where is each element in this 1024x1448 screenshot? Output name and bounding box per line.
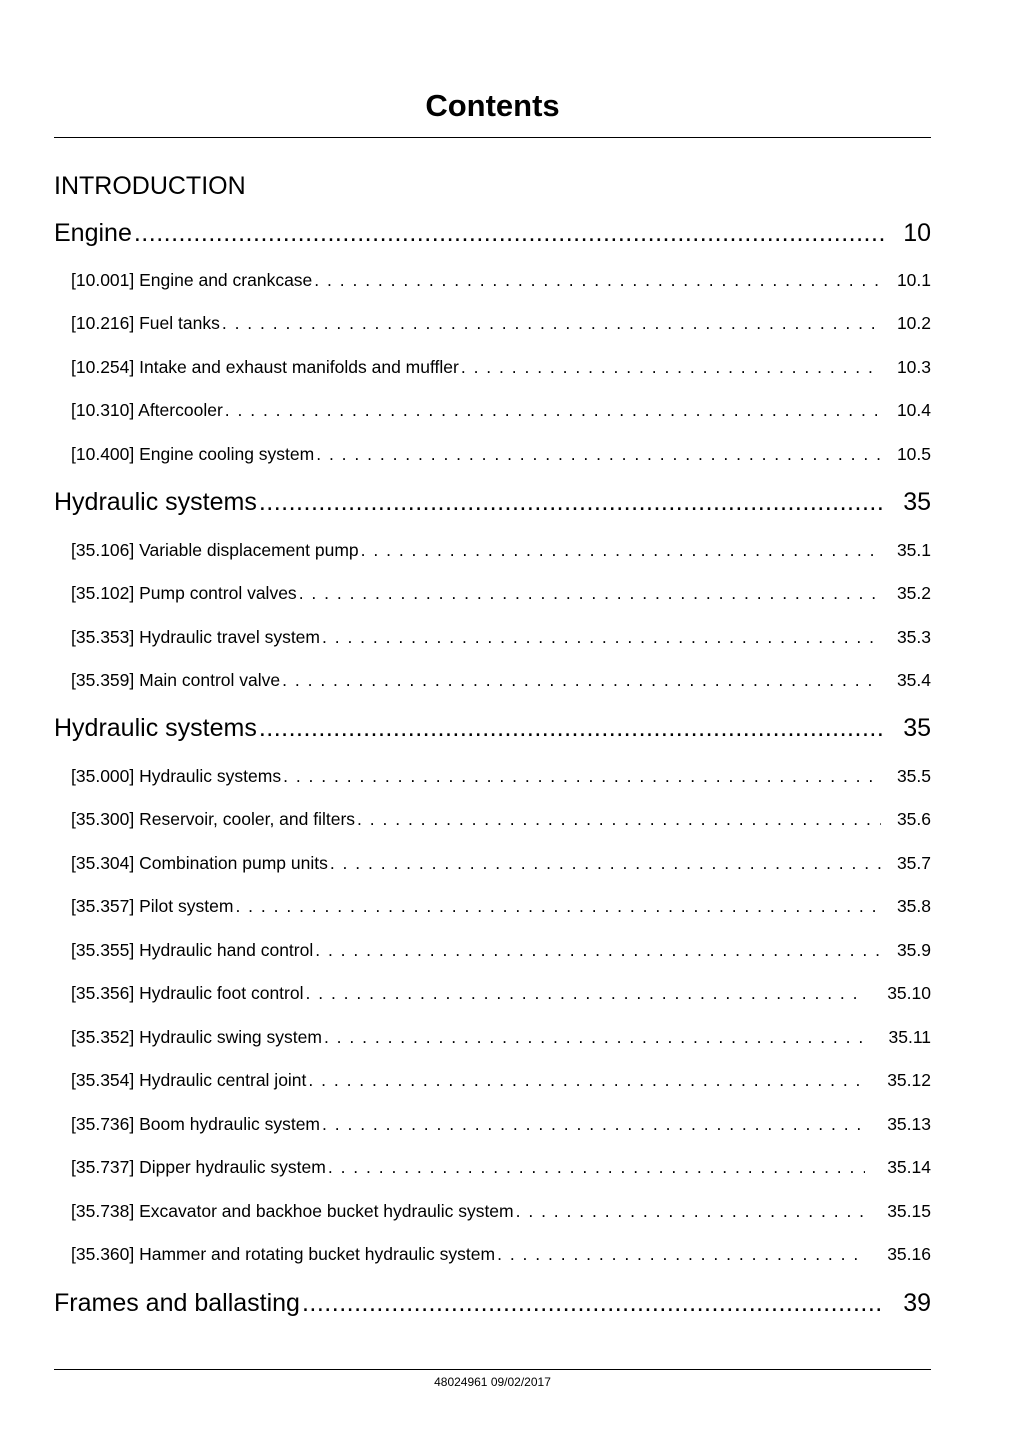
- dot-leader: [328, 1155, 865, 1179]
- top-rule: [54, 137, 931, 138]
- toc-entry[interactable]: [71, 981, 931, 1005]
- dot-leader: [357, 807, 881, 831]
- toc-entry-label: [10.310] Aftercooler: [71, 400, 223, 420]
- toc-entry-label: [35.355] Hydraulic hand control: [71, 940, 314, 960]
- toc-entry-page: 10.3: [896, 357, 931, 377]
- toc-entry-label: [35.102] Pump control valves: [71, 583, 297, 603]
- toc-entry-page: 35.10: [887, 983, 931, 1003]
- toc-section-page: 10: [903, 219, 931, 247]
- dot-leader: [282, 668, 881, 692]
- toc-entry-label: [35.359] Main control valve: [71, 670, 281, 690]
- toc-entry-page: 35.6: [896, 809, 931, 829]
- toc-section-frames-and-ballasting[interactable]: [54, 1286, 931, 1320]
- dot-leader: [314, 268, 881, 292]
- toc-entry-label: [35.357] Pilot system: [71, 896, 234, 916]
- toc-section-title: Hydraulic systems: [54, 488, 257, 516]
- toc-entry-label: [35.737] Dipper hydraulic system: [71, 1157, 326, 1177]
- toc-entry-page: 35.14: [887, 1157, 931, 1177]
- toc-entry[interactable]: [71, 764, 931, 788]
- toc-entry-page: 10.5: [896, 444, 931, 464]
- toc-entry-page: 35.2: [896, 583, 931, 603]
- dot-leader: [516, 1199, 865, 1223]
- toc-entry[interactable]: [71, 625, 931, 649]
- toc-section-page: 35: [903, 488, 931, 516]
- toc-entry-page: 35.1: [896, 540, 931, 560]
- toc-entry[interactable]: [71, 581, 931, 605]
- toc-entry[interactable]: [71, 311, 931, 335]
- toc-entry-page: 35.12: [887, 1070, 931, 1090]
- toc-section-title: Hydraulic systems: [54, 714, 257, 742]
- dot-leader: [324, 1025, 865, 1049]
- toc-entry-page: 35.11: [888, 1027, 931, 1047]
- toc-entry[interactable]: [71, 1242, 931, 1266]
- toc-entry[interactable]: [71, 851, 931, 875]
- toc-entry-label: [35.300] Reservoir, cooler, and filters: [71, 809, 356, 829]
- toc-entry-label: [35.000] Hydraulic systems: [71, 766, 282, 786]
- dot-leader: [316, 442, 881, 466]
- dot-leader: [299, 581, 881, 605]
- toc-entry[interactable]: [71, 1025, 931, 1049]
- toc-entry-page: 35.15: [887, 1201, 931, 1221]
- dot-leader: [330, 851, 881, 875]
- page-title: Contents: [425, 88, 560, 123]
- toc-entry[interactable]: [71, 938, 931, 962]
- dot-leader: [222, 311, 881, 335]
- dot-leader: [315, 938, 881, 962]
- toc-entry-label: [35.106] Variable displacement pump: [71, 540, 359, 560]
- toc-entry-page: 10.2: [896, 313, 931, 333]
- toc-entry[interactable]: [71, 538, 931, 562]
- toc-section-page: 35: [903, 714, 931, 742]
- toc-entry-label: [35.352] Hydraulic swing system: [71, 1027, 322, 1047]
- toc-entry-label: [35.354] Hydraulic central joint: [71, 1070, 307, 1090]
- toc-entry[interactable]: [71, 668, 931, 692]
- dot-leader: [497, 1242, 865, 1266]
- toc-entry-label: [10.254] Intake and exhaust manifolds and muffler: [71, 357, 459, 377]
- toc-entry-label: [35.304] Combination pump units: [71, 853, 328, 873]
- footer-document-id: 48024961 09/02/2017: [434, 1375, 551, 1389]
- toc-entry-page: 35.5: [896, 766, 931, 786]
- toc-section-page: 39: [903, 1289, 931, 1317]
- intro-heading: INTRODUCTION: [54, 172, 246, 200]
- toc-entry-label: [35.738] Excavator and backhoe bucket hydraulic system: [71, 1201, 514, 1221]
- toc-entry-page: 35.4: [896, 670, 931, 690]
- toc-entry-label: [10.400] Engine cooling system: [71, 444, 315, 464]
- dot-leader: [361, 538, 881, 562]
- toc-entry-label: [35.736] Boom hydraulic system: [71, 1114, 321, 1134]
- toc-section-title: Engine: [54, 219, 132, 247]
- toc-entry[interactable]: [71, 1068, 931, 1092]
- dot-leader: [235, 894, 881, 918]
- toc-entry-label: [10.216] Fuel tanks: [71, 313, 220, 333]
- toc-entry-page: 35.7: [896, 853, 931, 873]
- toc-entry-page: 10.1: [896, 270, 931, 290]
- dot-leader: [225, 398, 881, 422]
- toc-entry-page: 35.9: [896, 940, 931, 960]
- toc-section-hydraulic-systems[interactable]: [54, 711, 931, 745]
- toc-section-engine[interactable]: [54, 216, 931, 250]
- toc-entry-label: [35.360] Hammer and rotating bucket hydraulic system: [71, 1244, 496, 1264]
- dot-leader: [259, 485, 885, 519]
- toc-entry-label: [35.356] Hydraulic foot control: [71, 983, 304, 1003]
- toc-entry-label: [35.353] Hydraulic travel system: [71, 627, 320, 647]
- toc-entry-label: [10.001] Engine and crankcase: [71, 270, 313, 290]
- dot-leader: [308, 1068, 865, 1092]
- toc-entry[interactable]: [71, 807, 931, 831]
- dot-leader: [322, 625, 881, 649]
- toc-entry[interactable]: [71, 1199, 931, 1223]
- dot-leader: [283, 764, 881, 788]
- toc-entry-page: 10.4: [896, 400, 931, 420]
- toc-section-hydraulic-systems[interactable]: [54, 485, 931, 519]
- toc-entry[interactable]: [71, 442, 931, 466]
- toc-entry[interactable]: [71, 268, 931, 292]
- dot-leader: [302, 1286, 885, 1320]
- toc-entry[interactable]: [71, 894, 931, 918]
- toc-entry-page: 35.3: [896, 627, 931, 647]
- dot-leader: [306, 981, 866, 1005]
- toc-entry[interactable]: [71, 1155, 931, 1179]
- toc-entry-page: 35.16: [887, 1244, 931, 1264]
- dot-leader: [134, 216, 885, 250]
- dot-leader: [461, 355, 881, 379]
- toc-entry[interactable]: [71, 1112, 931, 1136]
- dot-leader: [322, 1112, 865, 1136]
- toc-entry-page: 35.8: [896, 896, 931, 916]
- dot-leader: [259, 711, 885, 745]
- toc-entry[interactable]: [71, 398, 931, 422]
- toc-entry[interactable]: [71, 355, 931, 379]
- toc-entry-page: 35.13: [887, 1114, 931, 1134]
- bottom-rule: [54, 1369, 931, 1370]
- toc-section-title: Frames and ballasting: [54, 1289, 300, 1317]
